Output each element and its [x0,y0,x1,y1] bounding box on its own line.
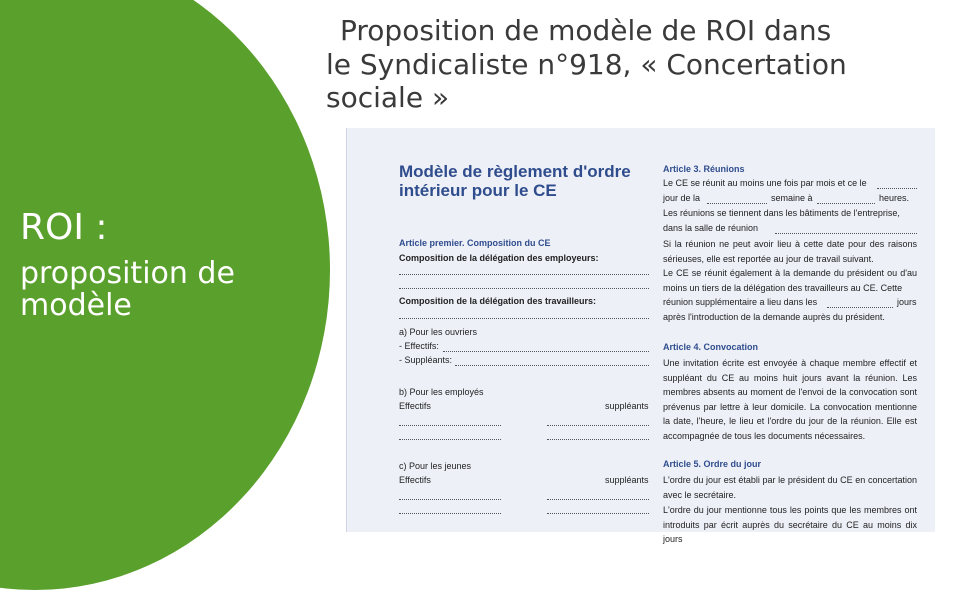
art3-line-b: jour de la [663,193,701,203]
jeunes-effectifs-label: Effectifs [399,475,431,485]
dotted-line [399,513,501,514]
dotted-line [547,499,649,500]
dotted-line [399,318,649,319]
slide-title-line-2: le Syndicaliste n°918, « Concertation [326,47,847,81]
dotted-line [707,203,767,204]
art5-paragraph-2: L'ordre du jour mentionne tous les points que les membres ont introduits par écrit auprès du secrétaire du CE au moins dix jours [663,505,917,545]
employes-suppleants-label: suppléants [605,401,649,411]
art4-paragraph: Une invitation écrite est envoyée à chaque membre effectif et suppléant du CE au moins huit jours avant la réunion. Les membres absents au moment de l'envoi de la convocation sont prévenus par lettre à leur domicile. La convocation mentionne la date, l'heure, le lieu et l'ordre du jour de la réunion. Elle est accompagnée de tous les documents nécessaires. [663,358,917,441]
travailleurs-label: Composition de la délégation des travailleurs: [399,296,597,306]
art3-line-h: jours [897,297,917,307]
art3-line-f: dans la salle de réunion [663,223,759,233]
dotted-line [399,425,501,426]
slide-title-line-1: Proposition de modèle de ROI dans [340,14,832,47]
art3-line-g: réunion supplémentaire a lieu dans les [663,297,818,307]
slide-title-line-3: sociale » [326,81,450,115]
dotted-line [775,233,917,234]
dotted-line [455,365,649,366]
employes-label: b) Pour les employés [399,387,484,397]
dotted-line [399,499,501,500]
art3-line-c: semaine à [771,193,813,203]
employes-effectifs-label: Effectifs [399,401,431,411]
art3-line-a: Le CE se réunit au moins une fois par mois et ce le [663,178,867,188]
dotted-line [877,188,917,189]
sidebar-subtitle: proposition de modèle [20,256,235,323]
dotted-line [547,439,649,440]
jeunes-label: c) Pour les jeunes [399,461,472,471]
dotted-line [547,513,649,514]
employeurs-label: Composition de la délégation des employeurs: [399,253,599,263]
dotted-line [443,351,649,352]
slide-title [326,14,946,115]
article-4-title: Article 4. Convocation [663,342,759,352]
art3-line-d: heures. [879,193,910,203]
article-5-title: Article 5. Ordre du jour [663,459,762,469]
dotted-line [817,203,875,204]
ouvriers-label: a) Pour les ouvriers [399,327,478,337]
ouvriers-effectifs-label: - Effectifs: [399,341,439,351]
art5-paragraph-1: L'ordre du jour est établi par le président du CE en concertation avec le secrétaire. [663,475,917,500]
jeunes-suppleants-label: suppléants [605,475,649,485]
dotted-line [827,307,893,308]
ouvriers-suppleants-label: - Suppléants: [399,355,453,365]
art3-line-i: après l'introduction de la demande auprès du président. [663,312,885,322]
art3-paragraph-3: Le CE se réunit également à la demande du président ou d'au moins un tiers de la délégation des travailleurs au CE. Cette [663,268,917,293]
article-3-title: Article 3. Réunions [663,164,745,174]
document-heading: Modèle de règlement d'ordre intérieur pour le CE [399,162,631,201]
document-image [346,128,935,545]
article-1-title: Article premier. Composition du CE [399,238,551,248]
art3-paragraph-2: Si la réunion ne peut avoir lieu à cette date pour des raisons sérieuses, elle est reportée au jour de travail suivant. [663,239,917,264]
dotted-line [399,274,649,275]
dotted-line [399,288,649,289]
sidebar-title: ROI : [20,207,108,248]
dotted-line [547,425,649,426]
dotted-line [399,439,501,440]
art3-line-e: Les réunions se tiennent dans les bâtiments de l'entreprise, [663,208,900,218]
